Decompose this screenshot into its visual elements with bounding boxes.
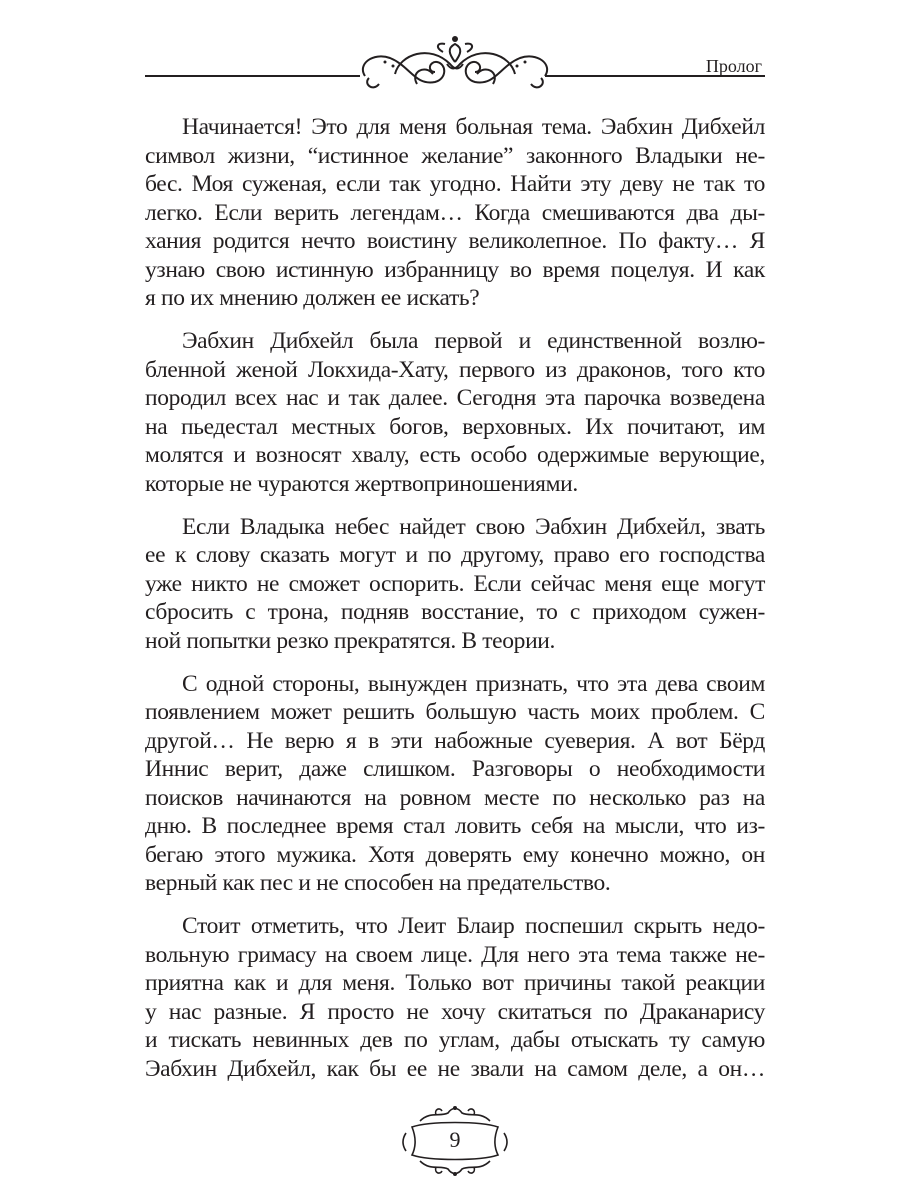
text-line: поисков начинаются на ровном месте по несколько раз на — [145, 784, 765, 811]
paragraph — [145, 670, 765, 898]
text-line: узнаю свою истинную избранницу во время поцелуя. И как — [145, 256, 765, 283]
text-line: другой… Не верю я в эти набожные суеверия. А вот Бёрд — [145, 727, 765, 754]
text-line: дню. В последнее время стал ловить себя на мысли, что из- — [145, 813, 765, 839]
text-line: легко. Если верить легендам… Когда смешиваются два ды- — [145, 199, 765, 226]
text-line: породил всех нас и так далее. Сегодня эта парочка возведена — [145, 385, 765, 411]
page-body-text — [145, 113, 765, 1098]
text-line: уже никто не сможет оспорить. Если сейчас меня еще могут — [145, 570, 765, 597]
text-line: и тискать невинных дев по углам, дабы отыскать ту самую — [145, 1027, 765, 1053]
text-line: бленной женой Локхида-Хату, первого из драконов, того кто — [145, 356, 765, 383]
header-flourish-icon — [355, 34, 555, 96]
text-line: Стоит отметить, что Леит Блаир поспешил скрыть недо- — [182, 913, 765, 939]
text-line: символ жизни, “истинное желание” законного Владыки не- — [145, 142, 765, 169]
text-line: бес. Моя суженая, если так угодно. Найти эту деву не так то — [145, 171, 765, 197]
text-line: молятся и возносят хвалу, есть особо одержимые верующие, — [145, 442, 765, 468]
text-line: Эабхин Дибхейл, как бы ее не звали на самом деле, а он… — [145, 1055, 765, 1082]
text-line: которые не чураются жертвоприношениями. — [145, 470, 578, 497]
text-line: Если Владыка небес найдет свою Эабхин Дибхейл, звать — [182, 513, 765, 540]
text-line: Начинается! Это для меня больная тема. Эабхин Дибхейл — [182, 114, 765, 140]
paragraph — [145, 113, 765, 313]
text-line: С одной стороны, вынужден признать, что эта дева своим — [182, 670, 765, 697]
text-line: сбросить с трона, подняв восстание, то с приходом сужен- — [145, 599, 765, 625]
text-line: ной попытки резко прекратятся. В теории. — [145, 627, 556, 654]
text-line: хания родится нечто воистину великолепное. По факту… Я — [145, 228, 765, 254]
text-line: Иннис верит, даже слишком. Разговоры о необходимости — [145, 756, 765, 782]
text-line: бегаю этого мужика. Хотя доверять ему конечно можно, он — [145, 841, 765, 868]
text-line: вольную гримасу на своем лице. Для него эта тема также не- — [145, 941, 765, 968]
paragraph — [145, 513, 765, 656]
text-line: у нас разные. Я просто не хочу скитаться по Дракана​рису — [145, 998, 765, 1025]
text-line: верный как пес и не способен на предательство. — [145, 870, 611, 896]
header-rule-left — [145, 75, 360, 77]
text-line: я по их мнению должен ее искать? — [145, 285, 480, 311]
text-line: Эабхин Дибхейл была первой и единственной возлю- — [182, 328, 765, 354]
text-line: ее к слову сказать могут и по другому, право его господства — [145, 542, 765, 568]
page-number-frame — [400, 1103, 510, 1178]
paragraph — [145, 912, 765, 1083]
text-line: на пьедестал местных богов, верховных. Их почитают, им — [145, 413, 765, 440]
running-header-chapter-title: Пролог — [705, 56, 762, 76]
paragraph — [145, 327, 765, 498]
page-number: 9 — [449, 1127, 461, 1152]
text-line: приятна как и для меня. Только вот причины такой реакции — [145, 970, 765, 996]
text-line: появлением может решить большую часть моих проблем. С — [145, 699, 765, 725]
